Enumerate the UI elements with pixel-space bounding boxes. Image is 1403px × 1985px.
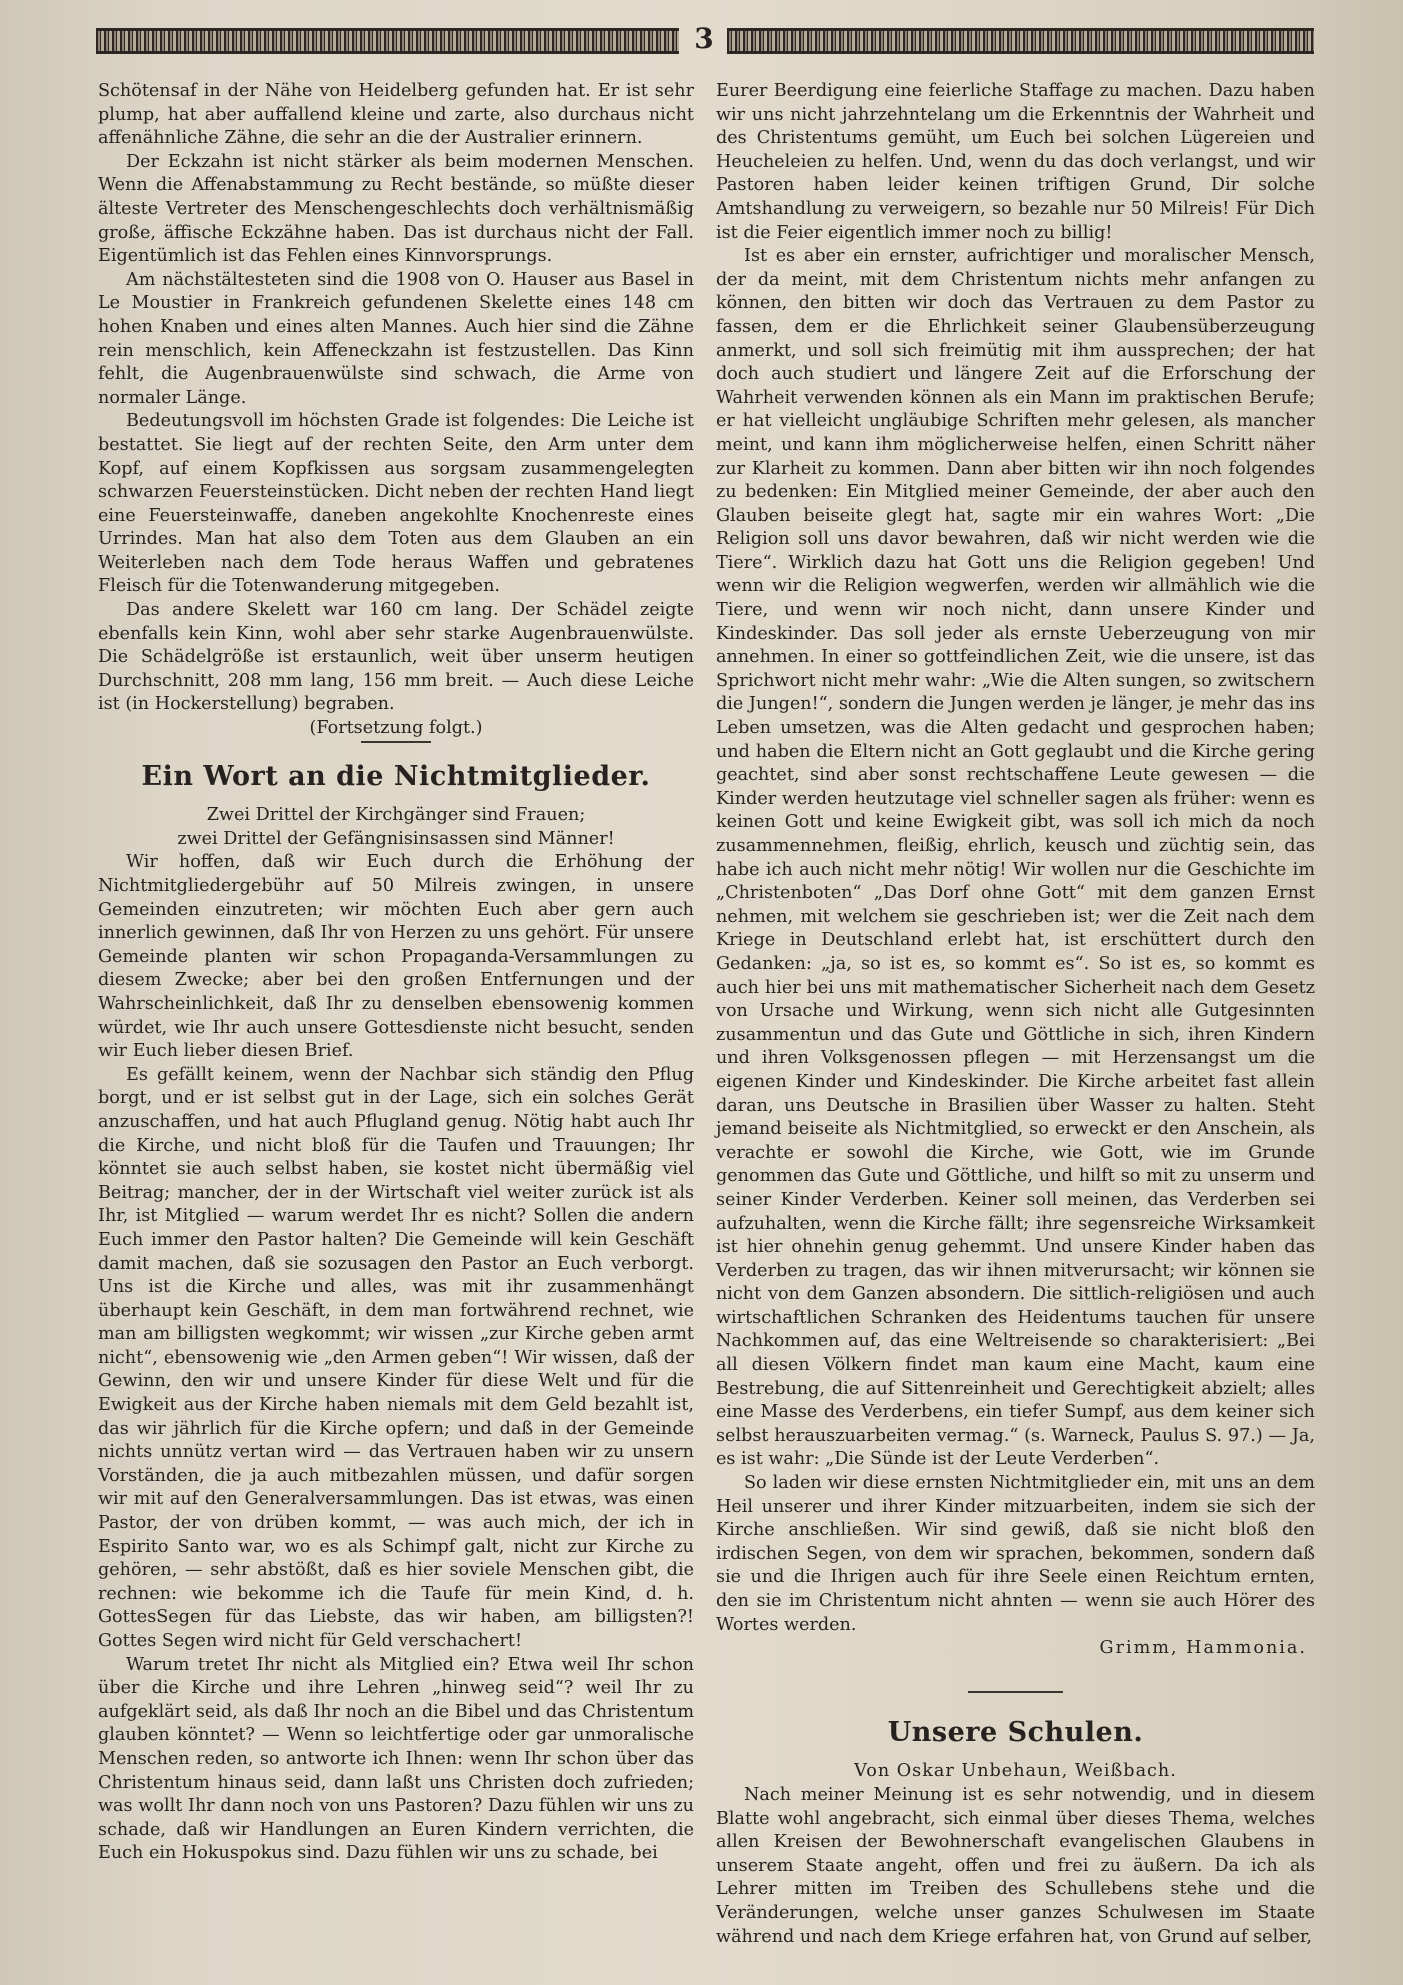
paragraph: Schötensaf in der Nähe von Heidelberg gefunden hat. Er ist sehr plump, hat aber auffallend kleine und zarte, also durchaus nicht affenähnliche Zähne, die sehr an die der Australier erinnern. xyxy=(98,81,694,149)
paragraph: So laden wir diese ernsten Nichtmitglieder ein, mit uns an dem Heil unserer und ihrer Kinder mitzuarbeiten, indem sie sich der Kirche anschließen. Wir sind gewiß, daß sie nicht bloß den irdischen Segen, von dem wir sprachen, bekommen, sondern daß sie und die Ihrigen auch für ihre Seele einen Reichtum ernten, den sie im Christentum nicht ahnten — wenn sie auch Hörer des Wortes werden. xyxy=(716,1473,1315,1635)
byline: Von Oskar Unbehaun, Weißbach. xyxy=(854,1761,1177,1782)
article-title: Ein Wort an die Nichtmitglieder. xyxy=(141,760,651,792)
paragraph: Nach meiner Meinung ist es sehr notwendig, und in diesem Blatte wohl angebracht, sich einmal über dieses Thema, welches allen Kreisen der Bewohnerschaft evangelischen Glaubens in unserem Staate angeht, offen und frei zu äußern. Da ich als Lehrer mitten im Treiben des Schullebens stehe und die Veränderungen, welche unser ganzes Schulwesen im Staate während und nach dem Kriege erfahren hat, von Grund auf selber, xyxy=(716,1784,1315,1947)
signature: Grimm, Hammonia. xyxy=(1099,1638,1307,1659)
paragraph: Wir hoffen, daß wir Euch durch die Erhöhung der Nichtmitgliedergebühr auf 50 Milreis zwingen, in unsere Gemeinden einzutreten; wir möchten Euch aber gern auch innerlich gewinnen, daß Ihr von Herzen zu uns gehört. Für unsere Gemeinde planten wir schon Propaganda-Versammlungen zu diesem Zwecke; aber bei den großen Entfernungen und der Wahrscheinlichkeit, daß Ihr zu denselben ebensowenig kommen würdet, wie Ihr auch unsere Gottesdienste nicht besucht, senden wir Euch lieber diesen Brief. xyxy=(98,852,694,1062)
article-title: Unsere Schulen. xyxy=(887,1716,1144,1748)
paragraph: Das andere Skelett war 160 cm lang. Der Schädel zeigte ebenfalls kein Kinn, wohl aber sehr starke Augenbrauenwülste. Die Schädelgröße ist erstaunlich, weit über unserm heutigen Durchschnitt, 208 mm lang, 156 mm breit. — Auch diese Leiche ist (in Hockerstellung) begraben. xyxy=(98,600,694,715)
header-ornament-right xyxy=(727,28,1314,54)
separator-rule xyxy=(968,1691,1063,1693)
paragraph: Der Eckzahn ist nicht stärker als beim modernen Menschen. Wenn die Affenabstammung zu Recht bestände, so müßte dieser älteste Vertreter des Menschengeschlechts doch verhältnismäßig große, äffische Eckzähne haben. Das ist durchaus nicht der Fall. Eigentümlich ist das Fehlen eines Kinnvorsprungs. xyxy=(98,151,694,267)
paragraph: Am nächstältesteten sind die 1908 von O. Hauser aus Basel in Le Moustier in Frankreich gefundenen Skelette eines 148 cm hohen Knaben und eines alten Mannes. Auch hier sind die Zähne rein menschlich, kein Affeneckzahn ist festzustellen. Das Kinn fehlt, die Augenbrauenwülste sind schwach, die Arme von normaler Länge. xyxy=(98,269,694,408)
header-ornament-left xyxy=(96,28,679,54)
paragraph: Bedeutungsvoll im höchsten Grade ist folgendes: Die Leiche ist bestattet. Sie liegt auf der rechten Seite, den Arm unter dem Kopf, auf einem Kopfkissen aus sorgsam zusammengelegten schwarzen Feuersteinstücken. Dicht neben der rechten Hand liegt eine Feuersteinwaffe, daneben angekohlte Knochenreste eines Urrindes. Man hat also dem Toten aus dem Glauben an ein Weiterleben nach dem Tode heraus Waffen und gebratenes Fleisch für die Totenwanderung mitgegeben. xyxy=(98,411,694,597)
article-subtitle: zwei Drittel der Gefängnisinsassen sind Männer! xyxy=(177,828,615,849)
paragraph: Ist es aber ein ernster, aufrichtiger und moralischer Mensch, der da meint, mit dem Christentum nichts mehr anfangen zu können, den bitten wir doch das Vertrauen zu dem Pastor zu fassen, dem er die Ehrlichkeit seiner Glaubensüberzeugung anmerkt, und soll sich freimütig mit ihm aussprechen; der hat doch auch studiert und längere Zeit auf die Erforschung der Wahrheit verwenden können als ein Mann im praktischen Berufe; er hat vielleicht ungläubige Schriften mehr gelesen, als mancher meint, und kann ihm möglicherweise helfen, einen Schritt näher zur Klarheit zu kommen. Dann aber bitten wir ihn noch folgendes zu bedenken: Ein Mitglied meiner Gemeinde, der aber auch den Glauben beiseite glegt hat, sagte mir ein wahres Wort: „Die Religion soll uns davor bewahren, daß wir nicht werden wie die Tiere“. Wirklich dazu hat Gott uns die Religion gegeben! Und wenn wir die Religion wegwerfen, werden wir allmählich wie die Tiere, und wenn wir noch nicht, dann unsere Kinder und Kindeskinder. Das soll jeder als ernste Ueberzeugung von mir annehmen. In einer so gottfeindlichen Zeit, wie die unsere, ist das Sprichwort nicht mehr wahr: „Wie die Alten sungen, so zwitschern die Jungen!“, sondern die Jungen werden je länger, je mehr das ins Leben umsetzen, was die Alten gedacht und gesprochen haben; und haben die Eltern nicht an Gott geglaubt und die Kirche gering geachtet, sind aber sonst rechtschaffene Leute gewesen — die Kinder werden heutzutage viel schneller sagen als früher: wenn es keinen Gott und keine Ewigkeit gibt, was soll ich mich da noch zusammennehmen, fleißig, ehrlich, keusch und züchtig sein, das habe ich auch nicht mehr nötig! Wir wollen nur die Geschichte im „Christenboten“ „Das Dorf ohne Gott“ mit dem ganzen Ernst nehmen, mit welchem sie geschrieben ist; wer die Zeit nach dem Kriege in Deutschland erlebt hat, ist erschüttert durch den Gedanken: „ja, so ist es, so kommt es“. So ist es, so kommt es auch hier bei uns mit mathematischer Sicherheit nach dem Gesetz von Ursache und Wirkung, wenn sich nicht alle Gutgesinnten zusammentun und das Gute und Göttliche in sich, ihren Kindern und ihren Volksgenossen pflegen — mit Herzensangst um die eigenen Kinder und Kindeskinder. Die Kirche arbeitet fast allein daran, uns Deutsche in Brasilien über Wasser zu halten. Steht jemand beiseite als Nichtmitglied, so erweckt er den Anschein, als verachte er sowohl die Kirche, wie Gott, wie im Grunde genommen das Gute und Göttliche, und hilft so mit zu unserm und seiner Kinder Verderben. Keiner soll meinen, das Verderben sei aufzuhalten, wenn die Kirche fällt; ihre segensreiche Wirksamkeit ist hier ohnehin genug gehemmt. Und unsere Kinder haben das Verderben zu tragen, das wir ihnen mitverursacht; wir können sie nicht von dem Ganzen absondern. Die sittlich-religiösen und auch wirtschaftlichen Schranken des Heidentums tauchen für unsere Nachkommen auf, das eine Weltreisende so charakterisiert: „Bei all diesen Völkern findet man kaum eine Macht, kaum eine Bestrebung, die auf Sittenreinheit und Gerechtigkeit abzielt; alles eine Masse des Verderbens, ein tiefer Sumpf, aus dem keiner sich selbst herauszuarbeiten vermag.“ (s. Warneck, Paulus S. 97.) — Ja, es ist wahr: „Die Sünde ist der Leute Verderben“. xyxy=(716,246,1316,1470)
right-column xyxy=(716,80,1315,1949)
page-number: 3 xyxy=(694,22,714,55)
paragraph: Warum tretet Ihr nicht als Mitglied ein? Etwa weil Ihr schon über die Kirche und ihre Lehren „hinweg seid“? weil Ihr zu aufgeklärt seid, als daß Ihr noch an die Bibel und das Christentum glauben könntet? — Wenn so leichtfertige oder gar unmoralische Menschen reden, so antworte ich Ihnen: wenn Ihr schon über das Christentum hinaus seid, dann laßt uns Christen doch zufrieden; was wollt Ihr dann noch von uns Pastoren? Dazu fühlen wir uns zu schade, daß wir Handlungen an Euren Kindern verrichten, die Euch ein Hokuspokus sind. Dazu fühlen wir uns zu schade, bei xyxy=(98,1654,694,1864)
left-column xyxy=(98,80,694,1866)
continued-note: (Fortsetzung folgt.) xyxy=(309,718,483,739)
article-subtitle: Zwei Drittel der Kirchgänger sind Frauen; xyxy=(206,805,586,826)
separator-rule xyxy=(361,741,431,743)
paragraph: Eurer Beerdigung eine feierliche Staffage zu machen. Dazu haben wir uns nicht jahrzehntelang um die Erkenntnis der Wahrheit und des Christentums gemüht, um Euch bei solchen Lügereien und Heucheleien zu helfen. Und, wenn du das doch verlangst, und wir Pastoren haben leider keinen triftigen Grund, Dir solche Amtshandlung zu verweigern, so bezahle nur 50 Milreis! Für Dich ist die Feier eigentlich immer noch zu billig! xyxy=(716,81,1315,243)
paragraph: Es gefällt keinem, wenn der Nachbar sich ständig den Pflug borgt, und er ist selbst gut in der Lage, sich ein solches Gerät anzuschaffen, und hat auch Pflugland genug. Nötig habt auch Ihr die Kirche, und nicht bloß für die Taufen und Trauungen; Ihr könntet sie auch selbst haben, sie kostet nicht übermäßig viel Beitrag; mancher, der in der Wirtschaft viel weiter zurück ist als Ihr, ist Mitglied — warum werdet Ihr es nicht? Sollen die andern Euch immer den Pastor halten? Die Gemeinde will kein Geschäft damit machen, daß sie sozusagen den Pastor an Euch verborgt. Uns ist die Kirche und alles, was mit ihr zusammenhängt überhaupt kein Geschäft, in dem man fortwährend rechnet, wie man am billigsten wegkommt; wir wissen „zur Kirche geben armt nicht“, ebensowenig wie „den Armen geben“! Wir wissen, daß der Gewinn, den wir und unsere Kinder für diese Welt und für die Ewigkeit aus der Kirche haben niemals mit dem Geld bezahlt ist, das wir jährlich für die Kirche opfern; und daß in der Gemeinde nichts unnütz vertan wird — das Vertrauen haben wir zu unsern Vorständen, die ja auch mitbezahlen müssen, und dafür sorgen wir mit auf den Generalversammlungen. Das ist etwas, was einen Pastor, der von drüben kommt, — was auch mich, der ich in Espirito Santo war, wo es als Schimpf galt, nicht zur Kirche zu gehören, — sehr abstößt, daß es hier soviele Menschen gibt, die rechnen: wie bekomme ich die Taufe für mein Kind, d. h. GottesSegen für das Liebste, das wir haben, am billigsten?! Gottes Segen wird nicht für Geld verschachert! xyxy=(98,1064,694,1651)
